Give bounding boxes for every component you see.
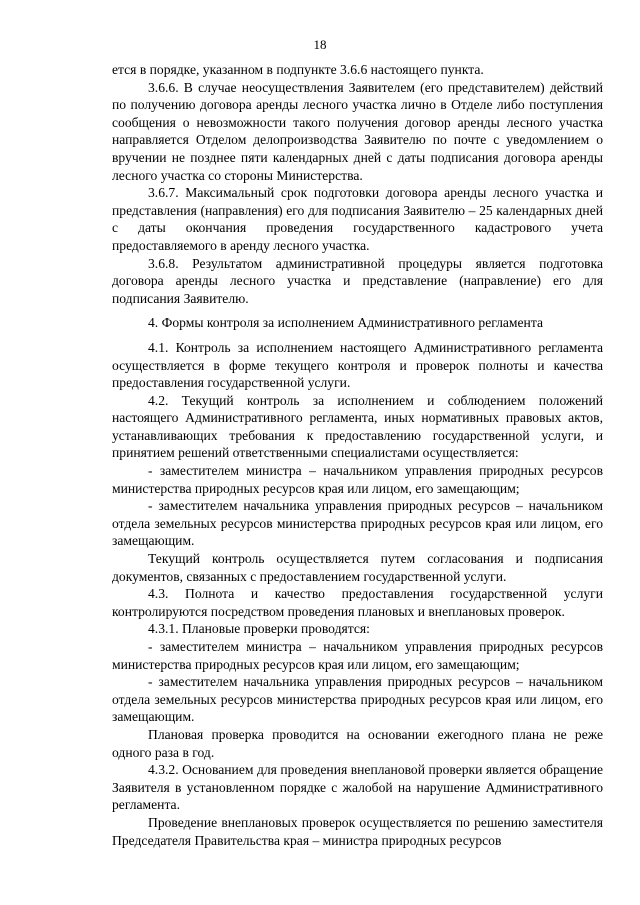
paragraph: 3.6.7. Максимальный срок подготовки договора аренды лесного участка и представления (направления) его для подписания Заявителю – 25 календарных дней с даты окончания проведения государственного кадастрового учета предоставляемого в аренду лесного участка.	[112, 185, 603, 253]
paragraph: 4.3.2. Основанием для проведения внеплановой проверки является обращение Заявителя в установленном порядке с жалобой на нарушение Административного регламента.	[112, 762, 603, 813]
paragraph: Текущий контроль осуществляется путем согласования и подписания документов, связанных с предоставлением государственной услуги.	[112, 551, 603, 584]
paragraph: ется в порядке, указанном в подпункте 3.6.6 настоящего пункта.	[112, 62, 484, 77]
paragraph: 4.3.1. Плановые проверки проводятся:	[148, 621, 370, 637]
paragraph: Проведение внеплановых проверок осуществляется по решению заместителя Председателя Правительства края – министра природных ресурсов	[112, 814, 603, 848]
section-heading: 4. Формы контроля за исполнением Административного регламента	[148, 315, 543, 331]
list-item: - заместителем министра – начальником управления природных ресурсов министерства природных ресурсов края или лицом, его замещающим;	[112, 463, 603, 496]
paragraph: 4.3. Полнота и качество предоставления государственной услуги контролируются посредством проведения плановых и внеплановых проверок.	[112, 586, 603, 619]
section-gap	[112, 307, 603, 314]
paragraph: 3.6.8. Результатом административной процедуры является подготовка договора аренды лесного участка и представление (направление) его для подписания Заявителю.	[112, 255, 603, 306]
list-item: - заместителем министра – начальником управления природных ресурсов министерства природных ресурсов края или лицом, его замещающим;	[112, 639, 603, 672]
paragraph: 3.6.6. В случае неосуществления Заявителем (его представителем) действий по получению договора аренды лесного участка лично в Отделе либо поступления сообщения о невозможности такого получения договор аренды лесного участка направляется Отделом делопроизводства Заявителю по почте с уведомлением о вручении не позднее пяти календарных дней с даты подписания договора аренды лесного участка со стороны Министерства.	[112, 79, 603, 183]
paragraph: Плановая проверка проводится на основании ежегодного плана не реже одного раза в год.	[112, 726, 603, 760]
list-item: - заместителем начальника управления природных ресурсов – начальником отдела земельных ресурсов министерства природных ресурсов края или лицом, его замещающим.	[112, 498, 603, 549]
paragraph: 4.2. Текущий контроль за исполнением и соблюдением положений настоящего Административного регламента, иных нормативных правовых актов, устанавливающих требования к предоставлению государственной услуги, и принятием решений ответственными специалистами осуществляется:	[112, 392, 603, 461]
page-number: 18	[313, 37, 327, 52]
paragraph: 4.1. Контроль за исполнением настоящего Административного регламента осуществляется в форме текущего контроля и проверок полноты и качества предоставления государственной услуги.	[112, 339, 603, 391]
list-item: - заместителем начальника управления природных ресурсов – начальником отдела земельных ресурсов министерства природных ресурсов края или лицом, его замещающим.	[112, 674, 603, 725]
section-gap	[112, 332, 603, 339]
body-text	[112, 61, 603, 849]
